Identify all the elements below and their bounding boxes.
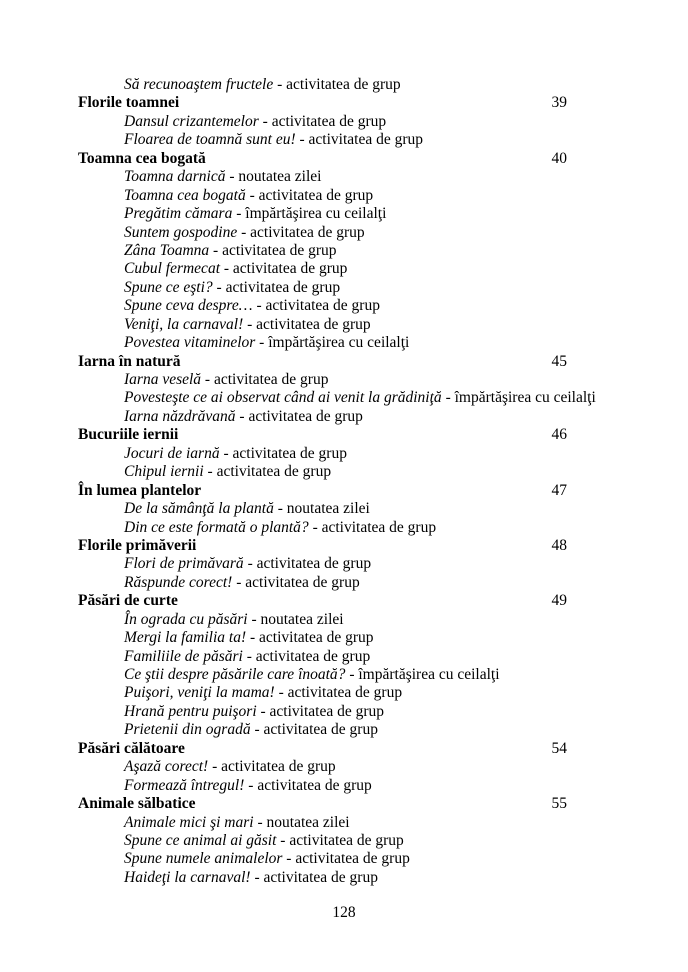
toc-separator: - [250, 721, 264, 739]
toc-sub-row [78, 408, 567, 426]
toc-sub-row [78, 500, 567, 518]
toc-section-title: Florile toamnei [78, 94, 180, 112]
toc-separator: - [441, 389, 455, 407]
toc-section-row [78, 150, 567, 168]
toc-sub-row [78, 611, 567, 629]
toc-section-title: Păsări călătoare [78, 739, 185, 757]
toc-sub-row [78, 187, 567, 205]
toc-activity-title: Hrană pentru puişori [124, 702, 257, 720]
toc-activity-title: Familiile de păsări [124, 647, 243, 665]
toc-sub-row [78, 168, 567, 186]
toc-section-row [78, 482, 567, 500]
toc-sub-row [78, 463, 567, 481]
toc-activity-title: Haideţi la carnaval! [124, 868, 251, 886]
toc-separator: - [276, 831, 290, 849]
toc-activity-type: activitatea de grup [222, 241, 337, 259]
toc-activity-title: Chipul iernii [124, 463, 204, 481]
toc-sub-row [78, 814, 567, 832]
toc-sub-row [78, 869, 567, 887]
toc-section-page-number: 46 [551, 426, 567, 444]
toc-activity-type: activitatea de grup [257, 776, 372, 794]
toc-activity-title: Iarna veselă [124, 371, 202, 388]
toc-activity-title: Spune ce animal ai găsit [124, 831, 277, 849]
toc-activity-type: activitatea de grup [263, 868, 378, 886]
toc-activity-type: activitatea de grup [232, 260, 348, 278]
toc-activity-type: activitatea de grup [258, 186, 374, 204]
toc-activity-type: activitatea de grup [259, 629, 374, 647]
toc-separator: - [243, 555, 257, 573]
toc-activity-title: Floarea de toamnă sunt eu! [124, 131, 296, 149]
toc-sub-row [78, 76, 567, 94]
toc-sub-row [78, 777, 567, 795]
toc-section-title: Animale sălbatice [78, 795, 196, 813]
toc-separator: - [220, 260, 233, 278]
toc-activity-title: Veniţi, la carnaval! [124, 315, 244, 333]
toc-section-title: Florile primăverii [78, 536, 197, 554]
toc-activity-type: împărtăşirea cu ceilalţi [268, 334, 410, 352]
table-of-contents [78, 76, 596, 887]
toc-separator: - [245, 186, 259, 204]
toc-activity-type: activitatea de grup [321, 518, 437, 536]
toc-activity-title: Suntem gospodine [124, 223, 238, 241]
toc-activity-type: activitatea de grup [232, 444, 347, 462]
toc-sub-row [78, 721, 567, 739]
toc-separator: - [247, 610, 261, 628]
toc-activity-type: activitatea de grup [287, 684, 403, 702]
toc-sub-row [78, 297, 567, 315]
toc-activity-title: Ce ştii despre păsările care înoată? [124, 666, 346, 683]
toc-sub-row [78, 316, 567, 334]
toc-activity-type: activitatea de grup [225, 278, 341, 296]
toc-separator: - [273, 500, 287, 518]
toc-sub-row [78, 574, 567, 592]
toc-section-row [78, 795, 567, 813]
toc-section-title: În lumea plantelor [78, 481, 202, 499]
toc-section-row [78, 537, 567, 555]
toc-separator: - [295, 131, 309, 149]
toc-sub-row [78, 389, 596, 407]
toc-activity-title: Pregătim cămara [124, 205, 233, 223]
toc-activity-type: activitatea de grup [216, 463, 332, 481]
toc-activity-type: activitatea de grup [295, 850, 410, 868]
toc-sub-row [78, 224, 567, 242]
toc-activity-type: activitatea de grup [269, 702, 385, 720]
toc-activity-type: activitatea de grup [265, 297, 380, 315]
toc-activity-title: Zâna Toamna [124, 241, 210, 259]
toc-separator: - [219, 444, 233, 462]
toc-activity-type: activitatea de grup [263, 721, 378, 739]
toc-separator: - [209, 241, 223, 259]
toc-activity-title: Formează întregul! [124, 776, 245, 794]
toc-separator: - [237, 223, 251, 241]
toc-separator: - [235, 407, 249, 425]
toc-section-row [78, 94, 567, 112]
toc-activity-title: Flori de primăvară [124, 555, 244, 573]
toc-section-row [78, 592, 567, 610]
toc-activity-type: activitatea de grup [271, 112, 387, 130]
toc-separator: - [242, 647, 256, 665]
toc-separator: - [345, 666, 359, 683]
toc-activity-type: activitatea de grup [256, 555, 372, 573]
toc-activity-title: Mergi la familia ta! [124, 629, 247, 647]
toc-activity-type: activitatea de grup [308, 131, 424, 149]
toc-activity-type: activitatea de grup [256, 315, 371, 333]
toc-section-page-number: 49 [551, 592, 567, 610]
toc-section-page-number: 48 [551, 536, 567, 554]
toc-section-title: Toamna cea bogată [78, 149, 206, 167]
toc-section-page-number: 39 [551, 94, 567, 112]
toc-sub-row [78, 758, 567, 776]
toc-activity-type: noutatea zilei [238, 168, 322, 186]
toc-sub-row [78, 832, 567, 850]
toc-section-page-number: 47 [551, 481, 567, 499]
toc-separator: - [246, 629, 260, 647]
toc-sub-row [78, 205, 567, 223]
toc-sub-row [78, 131, 567, 149]
toc-section-title: Bucuriile iernii [78, 426, 179, 444]
toc-separator: - [256, 702, 270, 720]
toc-activity-title: Cubul fermecat [124, 260, 220, 278]
toc-section-row [78, 740, 567, 758]
toc-activity-type: activitatea de grup [255, 647, 371, 665]
toc-separator: - [212, 278, 226, 296]
toc-separator: - [250, 868, 264, 886]
page-number: 128 [332, 904, 356, 921]
toc-activity-title: Spune numele animalelor [124, 850, 283, 868]
toc-sub-row [78, 113, 567, 131]
toc-section-page-number: 54 [551, 739, 567, 757]
toc-separator: - [308, 518, 322, 536]
toc-sub-row [78, 648, 567, 666]
toc-sub-row [78, 850, 567, 868]
toc-section-row [78, 353, 567, 371]
toc-activity-title: În ograda cu păsări [124, 610, 248, 628]
toc-activity-title: Jocuri de iarnă [124, 444, 220, 462]
toc-activity-title: Povesteşte ce ai observat când ai venit la grădiniţă [124, 389, 442, 407]
toc-separator: - [255, 334, 269, 352]
toc-activity-type: activitatea de grup [245, 573, 360, 591]
toc-sub-row [78, 666, 567, 684]
toc-activity-title: Să recunoaştem fructele [124, 76, 274, 93]
toc-separator: - [273, 76, 287, 93]
toc-activity-title: Prietenii din ogradă [124, 721, 251, 739]
toc-sub-row [78, 703, 567, 721]
toc-activity-title: Toamna darnică [124, 168, 226, 186]
toc-activity-title: Spune ceva despre… [124, 297, 253, 315]
toc-separator: - [274, 684, 288, 702]
toc-activity-type: activitatea de grup [289, 831, 404, 849]
toc-activity-title: Animale mici şi mari [124, 813, 254, 831]
toc-activity-title: Iarna năzdrăvană [124, 407, 236, 425]
toc-activity-type: activitatea de grup [221, 758, 336, 776]
toc-activity-type: noutatea zilei [266, 813, 350, 831]
toc-separator: - [244, 776, 258, 794]
toc-section-row [78, 426, 567, 444]
toc-sub-row [78, 629, 567, 647]
toc-separator: - [252, 297, 266, 315]
toc-activity-title: Povestea vitaminelor [124, 334, 256, 352]
toc-activity-type: activitatea de grup [250, 223, 365, 241]
toc-sub-row [78, 684, 567, 702]
toc-sub-row [78, 334, 567, 352]
toc-activity-type: împărtăşirea cu ceilalţi [358, 666, 500, 683]
toc-sub-row [78, 555, 567, 573]
toc-separator: - [208, 758, 222, 776]
toc-activity-title: De la sămânţă la plantă [124, 500, 274, 518]
toc-activity-title: Din ce este formată o plantă? [124, 518, 309, 536]
toc-activity-title: Puişori, veniţi la mama! [124, 684, 275, 702]
toc-activity-type: activitatea de grup [286, 76, 401, 93]
toc-sub-row [78, 445, 567, 463]
toc-sub-row [78, 519, 567, 537]
toc-section-page-number: 45 [551, 352, 567, 370]
toc-section-title: Păsări de curte [78, 592, 178, 610]
toc-activity-type: împărtăşirea cu ceilalţi [454, 389, 596, 407]
toc-activity-title: Spune ce eşti? [124, 278, 213, 296]
toc-separator: - [232, 205, 246, 223]
toc-activity-type: activitatea de grup [248, 407, 363, 425]
toc-activity-title: Toamna cea bogată [124, 186, 246, 204]
toc-sub-row [78, 260, 567, 278]
toc-activity-type: noutatea zilei [260, 610, 344, 628]
toc-activity-type: împărtăşirea cu ceilalţi [245, 205, 387, 223]
toc-activity-type: noutatea zilei [286, 500, 370, 518]
toc-separator: - [282, 850, 296, 868]
toc-separator: - [243, 315, 257, 333]
toc-separator: - [232, 573, 246, 591]
toc-activity-title: Dansul crizantemelor [124, 112, 259, 130]
toc-section-page-number: 40 [551, 149, 567, 167]
toc-separator: - [253, 813, 267, 831]
toc-sub-row [78, 371, 567, 389]
toc-section-title: Iarna în natură [78, 352, 181, 370]
toc-activity-type: activitatea de grup [213, 371, 329, 388]
toc-separator: - [203, 463, 217, 481]
toc-section-page-number: 55 [551, 795, 567, 813]
toc-activity-title: Aşază corect! [124, 758, 209, 776]
toc-separator: - [201, 371, 214, 388]
toc-sub-row [78, 242, 567, 260]
toc-activity-title: Răspunde corect! [124, 573, 233, 591]
toc-separator: - [225, 168, 239, 186]
toc-sub-row [78, 279, 567, 297]
toc-separator: - [258, 112, 272, 130]
